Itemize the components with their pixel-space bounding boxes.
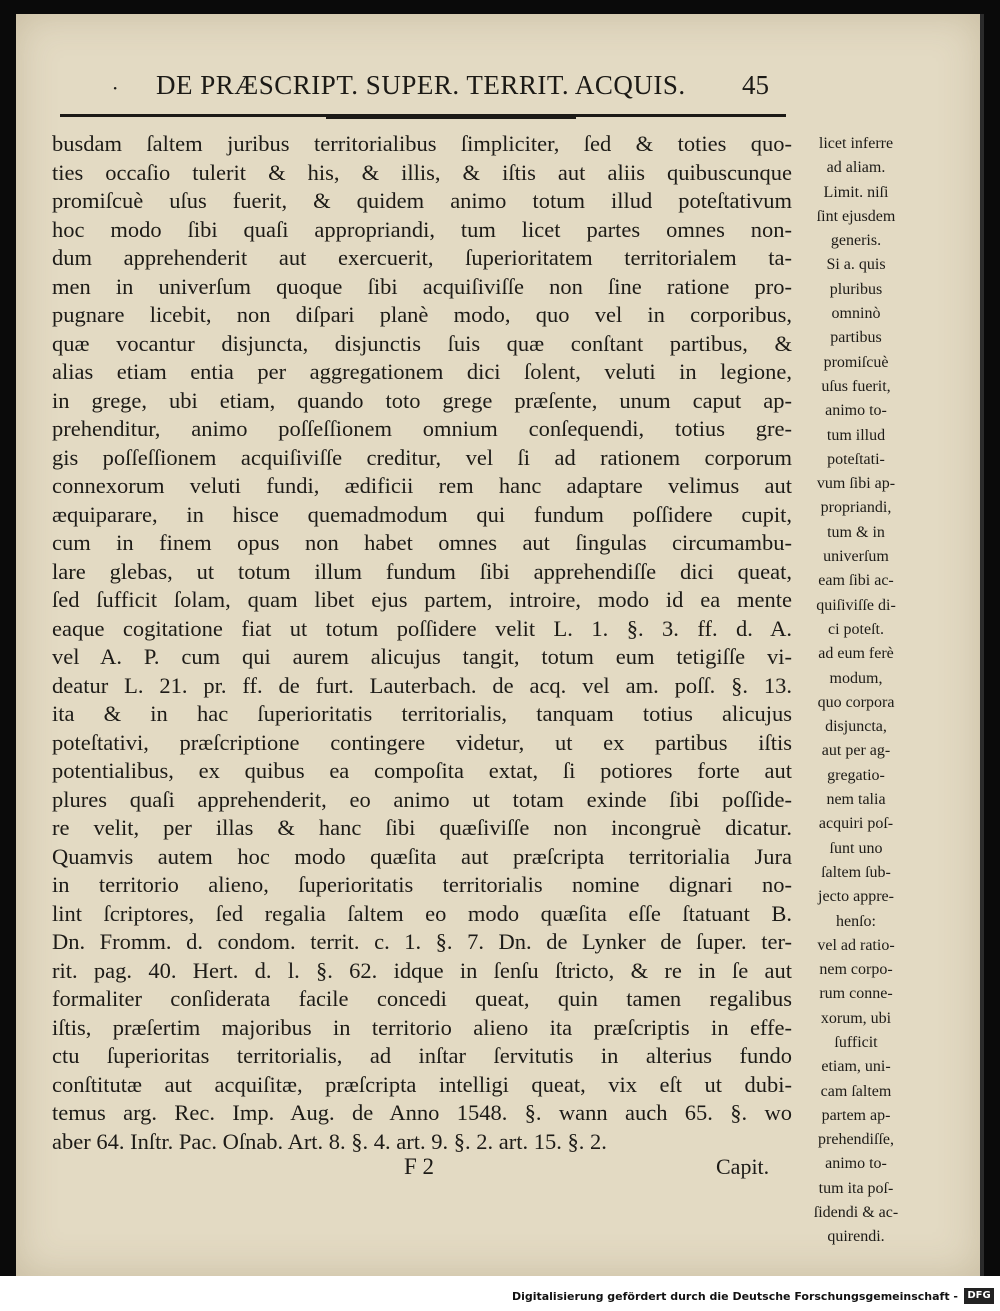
margin-note-line: ſaltem ſub- — [821, 863, 891, 881]
text-line: gis poſſeſſionem acquiſiviſſe creditur, vel ſi ad rationem corporum — [52, 444, 792, 470]
running-title: DE PRÆSCRIPT. SUPER. TERRIT. ACQUIS. — [156, 70, 686, 100]
text-line: connexorum veluti fundi, ædificii rem hanc adaptare velimus aut — [52, 473, 792, 498]
margin-note-line: omninò — [831, 305, 881, 323]
margin-note-line: propriandi, — [820, 499, 892, 517]
margin-note-line: rum conne- — [819, 985, 893, 1003]
text-line: re velit, per illas & hanc ſibi quæſiviſſe non incongruè dicatur. — [52, 815, 792, 840]
margin-note-line: uſus fuerit, — [821, 377, 891, 395]
text-line: in grege, ubi etiam, quando toto grege præſente, unum caput ap- — [52, 387, 792, 413]
margin-note-line: etiam, uni- — [821, 1058, 891, 1076]
margin-note-line: quiſiviſſe di- — [816, 596, 896, 614]
margin-note-line: ad aliam. — [826, 159, 886, 177]
text-line: quæ vocantur disjuncta, disjunctis ſuis quæ conſtant partibus, & — [52, 330, 792, 356]
margin-note-line: vum ſibi ap- — [816, 475, 896, 493]
margin-note-line: ad eum ferè — [818, 645, 894, 663]
margin-note-line: aut per ag- — [821, 742, 891, 760]
margin-note-line: ſint ejusdem — [816, 207, 896, 225]
text-line: ſed ſufficit ſolam, quam libet ejus partem, introire, modo id ea mente — [52, 587, 792, 612]
margin-note-line: cam ſaltem — [820, 1082, 892, 1100]
margin-note-line: eam ſibi ac- — [818, 572, 894, 590]
text-line: ties occaſio tulerit & his, & illis, & iſtis aut aliis quibuscunque — [52, 159, 792, 185]
footer-credit: Digitalisierung gefördert durch die Deutsche Forschungsgemeinschaft - — [511, 1290, 958, 1303]
text-line: cum in finem opus non habet omnes aut ſingulas circumambu- — [52, 530, 792, 555]
margin-note-line: ci poteſt. — [828, 620, 884, 638]
margin-note-line: modum, — [829, 669, 883, 687]
catchword: Capit. — [716, 1154, 770, 1179]
text-line: Quamvis autem hoc modo quæſita aut præſcripta territorialia Jura — [52, 843, 792, 869]
text-line: plures quaſi apprehenderit, eo animo ut totam exinde ſibi poſſide- — [52, 786, 792, 812]
text-line: potentialibus, ex quibus ea compoſita extat, ſi potiores forte aut — [52, 758, 792, 783]
signature-mark: F 2 — [404, 1154, 435, 1179]
margin-note-line: Si a. quis — [826, 256, 886, 274]
text-line: alias etiam entia per aggregationem dici ſolent, veluti in legione, — [52, 359, 792, 384]
main-text — [52, 130, 792, 1156]
margin-note-line: vel ad ratio- — [817, 936, 895, 954]
text-line: conſtitutæ aut acquiſitæ, præſcripta intelligi queat, vix eſt ut dubi- — [52, 1071, 792, 1097]
text-line: temus arg. Rec. Imp. Aug. de Anno 1548. §. wann auch 65. §. wo — [52, 1100, 792, 1125]
margin-notes — [786, 132, 926, 1250]
text-line: æquiparare, in hisce quemadmodum qui fundum poſſidere cupit, — [52, 501, 792, 527]
margin-note-line: partem ap- — [821, 1106, 891, 1124]
margin-note-line: partibus — [830, 329, 882, 347]
margin-note-line: disjuncta, — [825, 718, 887, 736]
margin-note-line: tum illud — [826, 426, 886, 444]
margin-note-line: animo to- — [825, 1155, 887, 1173]
text-line: eaque cogitatione fiat ut totum poſſidere velit L. 1. §. 3. ff. d. A. — [52, 615, 792, 641]
header-rule-ornament — [326, 114, 576, 119]
text-line: prehenditur, animo poſſeſſionem omnium conſequendi, totius gre- — [52, 416, 792, 441]
scan-edge — [980, 14, 984, 1276]
margin-note-line: pluribus — [829, 280, 883, 298]
text-line: men in univerſum quoque ſibi acquiſiviſſe non ſine ratione pro- — [52, 273, 792, 299]
margin-note-line: promiſcuè — [823, 353, 889, 371]
margin-note-line: licet inferre — [818, 135, 894, 152]
margin-note-line: ſidendi & ac- — [813, 1204, 899, 1222]
text-line: ita & in hac ſuperioritatis territorialis, tanquam totius alicujus — [52, 701, 792, 726]
text-line: pugnare licebit, non diſpari planè modo, quo vel in corporibus, — [52, 302, 792, 327]
margin-note-line: henſo: — [836, 912, 876, 930]
margin-note-line: tum ita poſ- — [818, 1179, 894, 1197]
margin-note-line: gregatio- — [827, 766, 885, 784]
text-line: ctu ſuperioritas territorialis, ad inſtar ſervitutis in alterius fundo — [52, 1043, 792, 1068]
margin-note-line: Limit. niſi — [823, 183, 889, 201]
margin-note-line: quirendi. — [827, 1228, 885, 1246]
text-line: formaliter conſiderata facile concedi queat, quin tamen regalibus — [52, 986, 792, 1011]
page-number: 45 — [742, 70, 769, 100]
margin-note-line: univerſum — [823, 548, 889, 566]
text-line: hoc modo ſibi quaſi appropriandi, tum licet partes omnes non- — [52, 216, 792, 242]
margin-note-line: poteſtati- — [827, 450, 885, 468]
margin-note-line: generis. — [830, 232, 882, 250]
margin-note-line: xorum, ubi — [820, 1009, 892, 1027]
running-header — [16, 70, 980, 110]
text-line: poteſtativi, præſcriptione contingere videtur, ut ex partibus iſtis — [52, 729, 792, 755]
margin-note-line: animo to- — [825, 402, 887, 420]
margin-note-line: ſunt uno — [829, 839, 883, 857]
margin-note-line: nem talia — [826, 791, 886, 809]
text-line: busdam ſaltem juribus territorialibus ſimpliciter, ſed & toties quo- — [52, 131, 792, 156]
header-mark: · — [112, 76, 119, 100]
text-line: dum apprehenderit aut exercuerit, ſuperioritatem territorialem ta- — [52, 245, 792, 270]
text-line: rit. pag. 40. Hert. d. l. §. 62. idque in ſenſu ſtricto, & re in ſe aut — [52, 957, 792, 983]
text-line: vel A. P. cum qui aurem alicujus tangit, totum eum tetigiſſe vi- — [52, 644, 792, 669]
text-line: in territorio alieno, ſuperioritatis territorialis nomine dignari no- — [52, 872, 792, 897]
text-line: Dn. Fromm. d. condom. territ. c. 1. §. 7. Dn. de Lynker de ſuper. ter- — [52, 929, 792, 954]
text-line: deatur L. 21. pr. ff. de furt. Lauterbach. de acq. vel am. poſſ. §. 13. — [52, 672, 792, 698]
text-line: aber 64. Inſtr. Pac. Oſnab. Art. 8. §. 4. art. 9. §. 2. art. 15. §. 2. — [52, 1128, 607, 1154]
text-line: promiſcuè uſus fuerit, & quidem animo totum illud poteſtativum — [52, 188, 792, 213]
dfg-logo: DFG — [964, 1288, 994, 1304]
margin-note-line: quo corpora — [817, 693, 895, 711]
margin-note-line: nem corpo- — [819, 961, 893, 979]
margin-note-line: jecto appre- — [818, 888, 894, 906]
text-line: lint ſcriptores, ſed regalia ſaltem eo modo quæſita eſſe ſtatuant B. — [52, 900, 792, 926]
digitization-footer — [0, 1276, 1000, 1311]
margin-note-line: prehendiſſe, — [818, 1131, 894, 1149]
text-line: lare glebas, ut totum illum fundum ſibi apprehendiſſe dici queat, — [52, 558, 792, 584]
margin-note-line: ſufficit — [834, 1033, 878, 1051]
margin-note-line: tum & in — [827, 523, 885, 541]
page-scan — [16, 14, 980, 1276]
margin-note-line: acquiri poſ- — [818, 815, 894, 833]
text-line: iſtis, præſertim majoribus in territorio alieno ita præſcriptis in effe- — [52, 1014, 792, 1040]
